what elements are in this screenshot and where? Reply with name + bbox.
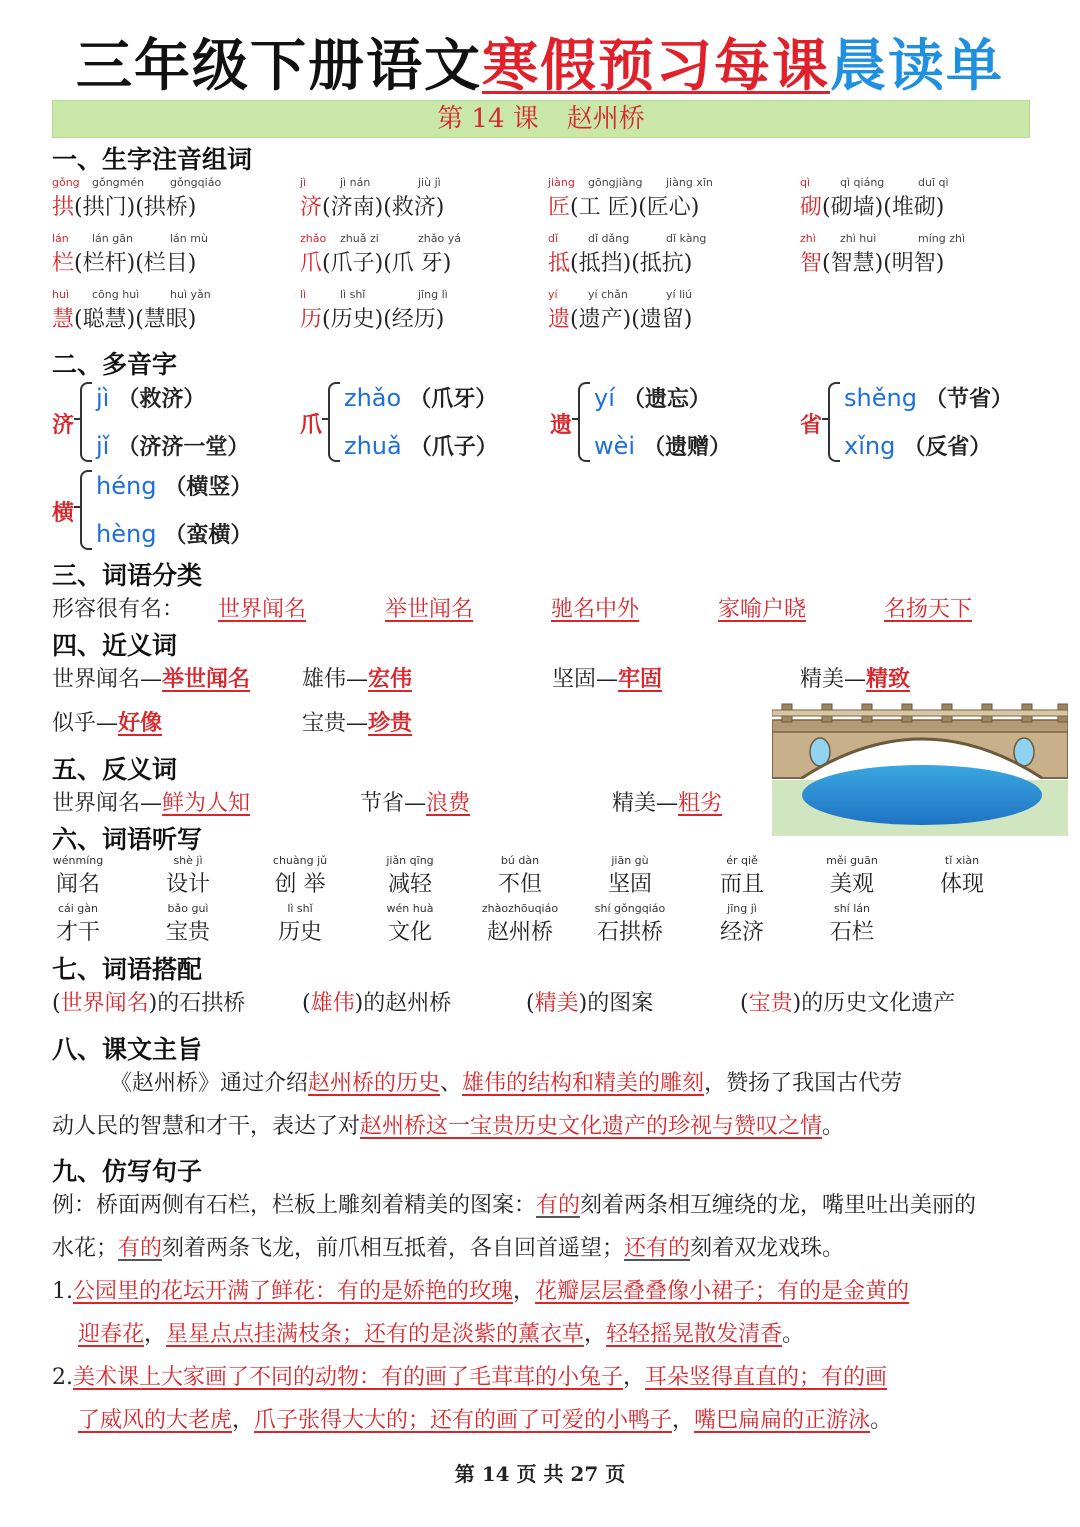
char-pinyin: zhǎo <box>300 232 327 245</box>
word1-pinyin: lán gān <box>92 232 133 245</box>
synonym-pair: 精美—精致 <box>800 666 911 692</box>
word1-pinyin: zhuǎ zi <box>340 232 379 245</box>
bridge-illustration <box>772 690 1068 836</box>
collocation: (宝贵)的历史文化遗产 <box>740 991 956 1016</box>
word2-pinyin: huì yǎn <box>170 288 211 301</box>
word1-pinyin: gōngjiàng <box>588 176 643 189</box>
title-part1: 三年级下册语文 <box>76 34 482 99</box>
section-1-title: 一、生字注音组词 <box>52 145 253 174</box>
reading-2: jǐ <box>96 432 110 460</box>
char: 慧 <box>52 307 75 332</box>
char-pinyin: zhì <box>800 232 816 245</box>
section-9-title: 九、仿写句子 <box>52 1157 203 1186</box>
dictation-word: 才干 <box>55 920 100 945</box>
dictation-word: 赵州桥 <box>486 920 553 945</box>
reading-1-word: （遗忘） <box>622 386 711 412</box>
word1-pinyin: zhì huì <box>840 232 877 245</box>
word1: (历史) <box>322 307 384 332</box>
reading-1-word: （救济） <box>117 386 206 412</box>
brace <box>328 382 340 462</box>
collocation: (精美)的图案 <box>526 991 654 1016</box>
dictation-item <box>370 902 450 946</box>
char: 爪 <box>300 251 323 276</box>
dictation-item <box>148 854 228 898</box>
theme-line-2: 动人民的智慧和才干，表达了对赵州桥这一宝贵历史文化遗产的珍视与赞叹之情。 <box>52 1114 845 1139</box>
dictation-item <box>480 854 560 898</box>
dictation-item <box>922 854 1002 898</box>
word1-pinyin: dǐ dǎng <box>588 232 630 245</box>
dictation-item <box>260 902 340 946</box>
dictation-word: 宝贵 <box>165 920 210 945</box>
antonym-pair: 节省—浪费 <box>360 791 471 816</box>
reading-2-word: （爪子） <box>409 434 498 460</box>
dictation-item <box>260 854 340 898</box>
word1-pinyin: jì nán <box>340 176 371 189</box>
antonym-pair: 精美—粗劣 <box>612 791 723 816</box>
char-pinyin: lì <box>300 288 307 301</box>
word1-pinyin: cōng huì <box>92 288 140 301</box>
word2-pinyin: yí liú <box>666 288 693 301</box>
char: 历 <box>300 307 323 332</box>
dictation-pinyin: jīng jì <box>727 902 757 915</box>
imitate-sentence-2-line-2: 了威风的大老虎，爪子张得大大的；还有的画了可爱的小鸭子，嘴巴扁扁的正游泳。 <box>78 1408 893 1433</box>
synonym-pair: 世界闻名—举世闻名 <box>52 666 251 692</box>
dictation-word: 石栏 <box>829 920 874 945</box>
reading-1: shěng <box>844 384 917 412</box>
dictation-item <box>38 902 118 946</box>
lesson-banner <box>52 100 1030 138</box>
reading-2: wèi <box>594 432 636 460</box>
word2: (救济) <box>383 195 445 220</box>
word1: (拱门) <box>74 195 136 220</box>
title-part3: 晨读单 <box>830 34 1004 99</box>
dictation-item <box>480 902 560 946</box>
char: 栏 <box>52 251 75 276</box>
reading-1: héng <box>96 472 157 500</box>
dictation-item <box>590 854 670 898</box>
reading-2: zhuǎ <box>344 432 402 460</box>
dictation-word: 文化 <box>387 920 432 945</box>
reading-1: zhǎo <box>344 384 402 412</box>
theme-line-1: 《赵州桥》通过介绍赵州桥的历史、雄伟的结构和精美的雕刻，赞扬了我国古代劳 <box>110 1071 903 1096</box>
char: 抵 <box>548 251 571 276</box>
classify-word: 举世闻名 <box>385 597 474 622</box>
dictation-word: 坚固 <box>607 872 652 897</box>
word2: (遗留) <box>631 307 693 332</box>
dictation-item <box>812 902 892 946</box>
synonym-pair: 宝贵—珍贵 <box>302 710 413 736</box>
classify-word: 世界闻名 <box>218 597 307 622</box>
word1-pinyin: yí chǎn <box>588 288 628 301</box>
dictation-pinyin: shí gǒngqiáo <box>594 902 666 915</box>
imitate-sentence-2-line-1: 2.美术课上大家画了不同的动物：有的画了毛茸茸的小兔子，耳朵竖得直直的；有的画 <box>52 1365 888 1390</box>
classify-word: 驰名中外 <box>551 597 640 622</box>
section-6-title: 六、词语听写 <box>52 825 203 854</box>
example-line-2: 水花；有的刻着两条飞龙，前爪相互抵着，各自回首遥望；还有的刻着双龙戏珠。 <box>52 1236 845 1261</box>
page-footer: 第 14 页 共 27 页 <box>454 1462 626 1486</box>
word2: (明智) <box>883 251 945 276</box>
char: 拱 <box>52 195 75 220</box>
classify-word: 家喻户晓 <box>718 597 807 622</box>
char-pinyin: jiàng <box>548 176 575 189</box>
char: 匠 <box>548 195 571 220</box>
word2: (栏目) <box>135 251 197 276</box>
dictation-pinyin: cái gàn <box>57 902 99 915</box>
word1: (工 匠) <box>570 195 639 220</box>
dictation-pinyin: lì shǐ <box>287 902 313 915</box>
brace <box>578 382 590 462</box>
imitate-sentence-1-line-1: 1.公园里的花坛开满了鲜花：有的是娇艳的玫瑰，花瓣层层叠叠像小裙子；有的是金黄的 <box>52 1279 910 1304</box>
brace <box>80 382 92 462</box>
word1: (抵挡) <box>570 251 632 276</box>
dictation-item <box>702 854 782 898</box>
dictation-word: 历史 <box>277 920 322 945</box>
word1: (聪慧) <box>74 307 136 332</box>
reading-1: jì <box>96 384 110 412</box>
char: 智 <box>800 251 823 276</box>
word2-pinyin: duī qì <box>918 176 949 189</box>
section-4-title: 四、近义词 <box>52 631 178 660</box>
dictation-item <box>702 902 782 946</box>
reading-1-word: （横竖） <box>164 474 253 500</box>
dictation-word: 创 举 <box>274 872 326 897</box>
word1: (遗产) <box>570 307 632 332</box>
dictation-item <box>812 854 892 898</box>
reading-1: yí <box>594 384 615 412</box>
dictation-pinyin: shè jì <box>173 854 203 867</box>
word2-pinyin: gǒngqiáo <box>170 176 222 189</box>
dictation-pinyin: bú dàn <box>500 854 540 867</box>
reading-2: hèng <box>96 520 157 548</box>
char: 遗 <box>548 307 571 332</box>
word2: (匠心) <box>638 195 700 220</box>
dictation-item <box>148 902 228 946</box>
dictation-word: 不但 <box>497 872 542 897</box>
dictation-word: 设计 <box>165 872 210 897</box>
reading-2: xǐng <box>844 432 896 460</box>
dictation-pinyin: wén huà <box>386 902 434 915</box>
dictation-word: 石拱桥 <box>596 920 663 945</box>
collocation: (世界闻名)的石拱桥 <box>52 991 246 1016</box>
section-8-title: 八、课文主旨 <box>52 1035 203 1064</box>
char-pinyin: yí <box>548 288 558 301</box>
word2-pinyin: jīng lì <box>418 288 448 301</box>
dictation-pinyin: jiān gù <box>611 854 649 867</box>
dictation-pinyin: wénmíng <box>52 854 104 867</box>
dictation-pinyin: jiǎn qīng <box>386 854 434 867</box>
reading-1-word: （爪牙） <box>409 386 498 412</box>
word1-pinyin: gǒngmén <box>92 176 145 189</box>
dictation-item <box>590 902 670 946</box>
word2-pinyin: jiàng xīn <box>666 176 713 189</box>
word1: (栏杆) <box>74 251 136 276</box>
dictation-item <box>38 854 118 898</box>
word2-pinyin: lán mù <box>170 232 208 245</box>
dictation-pinyin: bǎo guì <box>167 902 209 915</box>
section-5-title: 五、反义词 <box>52 755 178 784</box>
word1: (爪子) <box>322 251 384 276</box>
char-pinyin: huì <box>52 288 69 301</box>
synonym-pair: 似乎—好像 <box>52 710 163 736</box>
dictation-word: 体现 <box>939 872 984 897</box>
lesson-number: 第 14 课 <box>437 104 539 134</box>
synonym-pair: 坚固—牢固 <box>552 666 663 692</box>
word1: (智慧) <box>822 251 884 276</box>
dictation-pinyin: ér qiě <box>726 854 758 867</box>
word2-pinyin: zhǎo yá <box>418 232 461 245</box>
title-part2: 寒假预习每课 <box>482 34 830 99</box>
imitate-sentence-1-line-2: 迎春花，星星点点挂满枝条；还有的是淡紫的薰衣草，轻轻摇晃散发清香。 <box>78 1322 805 1347</box>
section-3-title: 三、词语分类 <box>52 561 203 590</box>
reading-2-word: （遗赠） <box>643 434 732 460</box>
word1: (济南) <box>322 195 384 220</box>
classify-word: 名扬天下 <box>884 597 973 622</box>
word2: (经历) <box>383 307 445 332</box>
word2: (慧眼) <box>135 307 197 332</box>
dictation-pinyin: chuàng jǔ <box>272 854 328 867</box>
word2: (爪 牙) <box>383 251 452 276</box>
dictation-pinyin: shí lán <box>833 902 871 915</box>
brace <box>828 382 840 462</box>
reading-2-word: （蛮横） <box>164 522 253 548</box>
char-pinyin: gǒng <box>52 176 80 189</box>
reading-2-word: （济济一堂） <box>117 434 250 460</box>
polyphone-char: 爪 <box>300 412 323 438</box>
collocation: (雄伟)的赵州桥 <box>302 991 452 1016</box>
polyphone-char: 遗 <box>550 412 573 438</box>
dictation-word: 闻名 <box>55 872 100 897</box>
synonym-pair: 雄伟—宏伟 <box>302 666 413 692</box>
lesson-name: 赵州桥 <box>566 104 645 134</box>
reading-2-word: （反省） <box>903 434 992 460</box>
dictation-word: 减轻 <box>387 872 432 897</box>
word2-pinyin: míng zhì <box>918 232 966 245</box>
char: 济 <box>300 195 323 220</box>
polyphone-char: 省 <box>800 412 823 438</box>
word2: (堆砌) <box>883 195 945 220</box>
polyphone-char: 济 <box>52 412 75 438</box>
word1: (砌墙) <box>822 195 884 220</box>
section-2-title: 二、多音字 <box>52 350 178 379</box>
reading-1-word: （节省） <box>924 386 1013 412</box>
char-pinyin: dǐ <box>548 232 559 245</box>
word1-pinyin: lì shǐ <box>340 288 366 301</box>
dictation-item <box>370 854 450 898</box>
word2: (抵抗) <box>631 251 693 276</box>
word2-pinyin: jiù jì <box>418 176 441 189</box>
section-7-title: 七、词语搭配 <box>52 955 203 984</box>
polyphone-char: 横 <box>52 500 75 526</box>
dictation-word: 美观 <box>829 872 874 897</box>
char-pinyin: qì <box>800 176 811 189</box>
char: 砌 <box>800 195 823 220</box>
dictation-pinyin: zhàozhōuqiáo <box>481 902 559 915</box>
word2-pinyin: dǐ kàng <box>666 232 707 245</box>
char-pinyin: lán <box>52 232 69 245</box>
page-title <box>0 22 1080 102</box>
word1-pinyin: qì qiáng <box>840 176 885 189</box>
antonym-pair: 世界闻名—鲜为人知 <box>52 791 251 816</box>
example-line-1: 例：桥面两侧有石栏，栏板上雕刻着精美的图案：有的刻着两条相互缠绕的龙，嘴里吐出美丽的 <box>52 1193 977 1218</box>
dictation-pinyin: tǐ xiàn <box>944 854 980 867</box>
brace <box>80 470 92 550</box>
dictation-pinyin: měi guān <box>826 854 878 867</box>
classify-label: 形容很有名： <box>52 597 185 622</box>
word2: (拱桥) <box>135 195 197 220</box>
dictation-word: 经济 <box>719 920 764 945</box>
char-pinyin: jì <box>300 176 307 189</box>
dictation-word: 而且 <box>719 872 764 897</box>
